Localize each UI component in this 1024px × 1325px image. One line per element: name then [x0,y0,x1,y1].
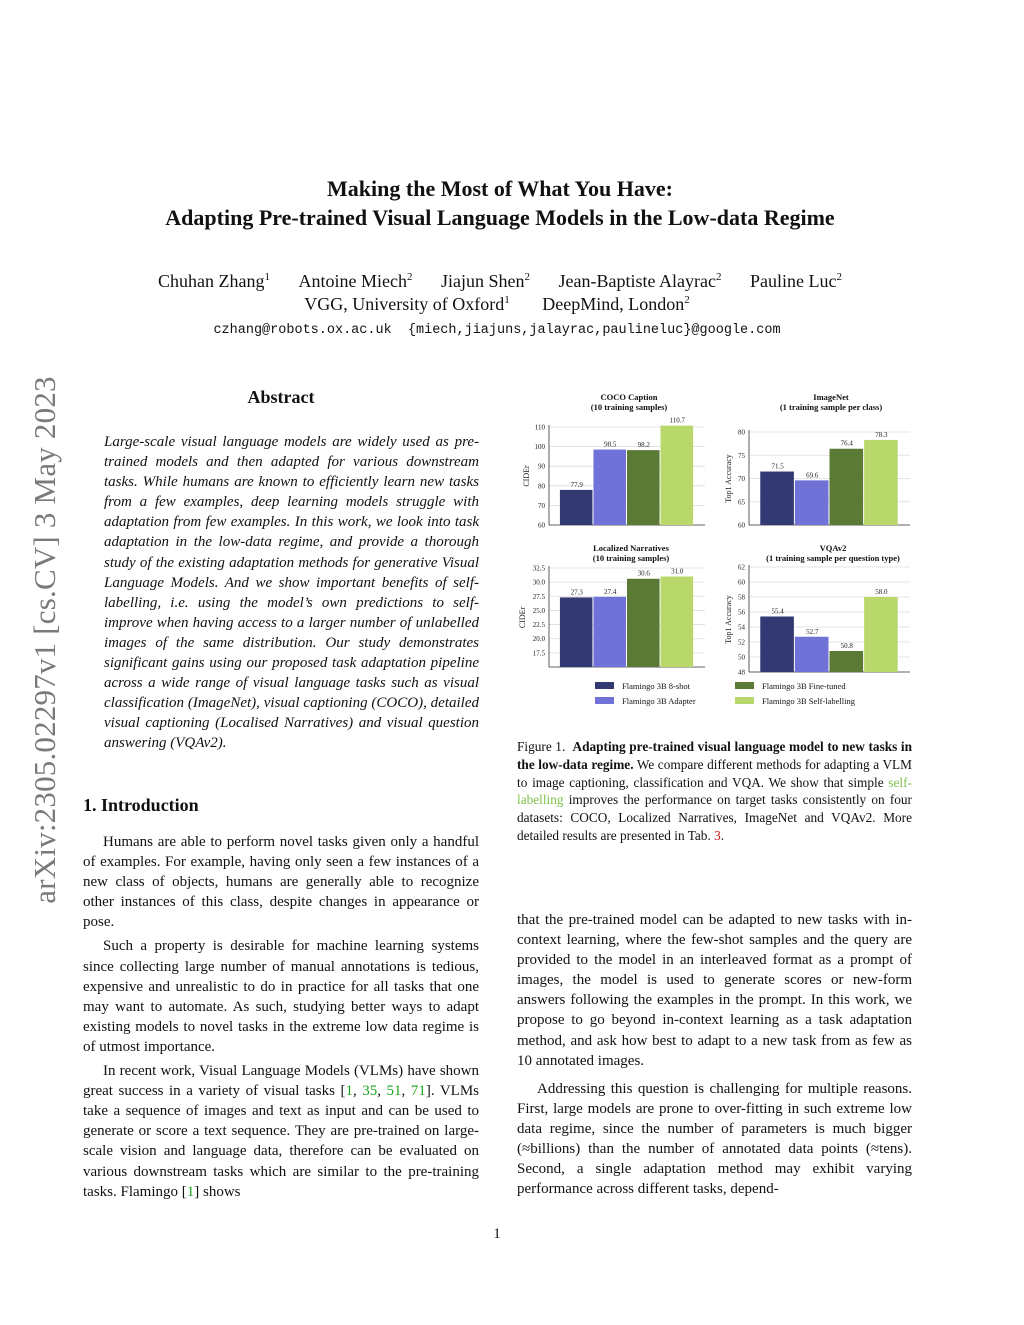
y-tick-label: 80 [738,428,745,437]
y-tick-label: 32.5 [532,564,545,573]
legend-label: Flamingo 3B 8-shot [622,681,691,691]
chart-subtitle: (1 training sample per question type) [766,553,900,563]
chart-subtitle: (1 training sample per class) [779,402,883,412]
table-reference-link[interactable]: 3 [714,827,721,843]
paper-title-line2: Adapting Pre-trained Visual Language Models in the Low-data Regime [165,205,835,230]
citation-link[interactable]: 51 [386,1083,402,1100]
bar-1-4 [661,426,694,525]
bar-2-1 [760,472,794,525]
bar-1-2 [593,450,626,525]
bar-value-label: 110.7 [669,416,686,425]
bar-value-label: 50.8 [840,642,853,650]
chart-title: VQAv2 [819,543,847,553]
y-tick-label: 60 [738,521,745,530]
affiliation: VGG, University of Oxford$^1$ [304,294,510,314]
bar-value-label: 98.2 [637,441,650,450]
y-axis-label: CIDEr [518,606,527,629]
bar-2-2 [795,480,829,525]
bar-3-1 [560,597,593,667]
y-tick-label: 65 [738,498,745,507]
abstract-heading: Abstract [247,387,315,407]
bar-value-label: 78.3 [875,430,888,439]
y-tick-label: 54 [738,623,745,632]
author-list [0,271,1000,292]
y-tick-label: 70 [738,475,745,483]
y-tick-label: 60 [538,521,545,530]
y-tick-label: 70 [538,501,545,510]
paper-title-line1: Making the Most of What You Have: [327,176,673,201]
section-heading-introduction: 1. Introduction [83,795,199,815]
bar-value-label: 27.3 [570,588,583,597]
legend-swatch [595,697,614,704]
bar-3-4 [661,576,694,667]
y-tick-label: 50 [738,653,745,662]
bar-value-label: 58.0 [875,588,888,596]
right-column-body [517,910,912,1199]
bar-3-2 [593,597,626,667]
bar-4-1 [760,617,794,673]
y-tick-label: 56 [738,608,745,617]
author: Jean-Baptiste Alayrac$^2$ [558,271,722,291]
author: Jiajun Shen$^2$ [441,271,531,291]
y-tick-label: 17.5 [532,649,545,658]
y-tick-label: 52 [738,638,745,647]
bar-4-3 [830,651,864,672]
bar-value-label: 69.6 [806,471,819,480]
y-tick-label: 75 [738,451,745,460]
paragraph: Humans are able to perform novel tasks given only a handful of examples. For example, having only seen a few instances of a new class of objects, humans are generally able to recognize other instances of this class, despite changes in appearance or pose. [83,834,479,931]
y-tick-label: 30.0 [532,578,545,587]
bar-1-3 [627,450,660,525]
bar-4-4 [864,597,898,672]
bar-value-label: 98.5 [604,440,617,449]
bar-value-label: 27.4 [604,587,617,596]
bar-value-label: 76.4 [840,439,853,448]
legend-label: Flamingo 3B Adapter [622,696,696,706]
chart-title: ImageNet [813,392,849,402]
citation-link[interactable]: 1 [186,1183,195,1200]
bar-4-2 [795,637,829,672]
legend-label: Flamingo 3B Fine-tuned [762,681,846,691]
page-number: 1 [493,1226,501,1242]
self-labelling-highlight: self-labelling [517,774,912,808]
y-tick-label: 20.0 [532,635,545,644]
author: Chuhan Zhang$^1$ [158,271,271,291]
citation-link[interactable]: 35 [362,1083,378,1100]
y-tick-label: 100 [534,443,545,452]
bar-value-label: 30.6 [637,569,650,578]
author: Pauline Luc$^2$ [749,271,842,291]
chart-subtitle: (10 training samples) [590,402,668,412]
paragraph: In recent work, Visual Language Models (VLMs) have shown great success in a variety of visual tasks [1, 35, 51, 71]. VLMs take a sequence of images and text as input and can be used to generate or score a text sequence. They are pre-trained on large-scale vision and language data, therefore can be evaluated on various downstream tasks which are similar to the pre-training tasks. Flamingo [1] shows [83,1063,479,1200]
figure-1-caption: Figure 1. Adapting pre-trained visual language model to new tasks in the low-data regime. We compare different methods for adapting a VLM to image captioning, classification and VQA. We show that simple self-labelling improves the performance on target tasks consistently on four datasets: COCO, Localized Narratives, ImageNet and VQAv2. More detailed results are presented in Tab. 3. [517,739,913,843]
y-tick-label: 48 [738,668,745,677]
y-tick-label: 27.5 [532,592,545,601]
bar-2-3 [830,449,864,525]
author: Antoine Miech$^2$ [298,271,413,291]
paragraph: that the pre-trained model can be adapted to new tasks with in-context learning, where the few-shot samples and the query are provided to the model in an interleaved format as a prompt of images, the model is used to generate scores or new-form answers following the examples in the prompt. In this work, we propose to go beyond in-context learning as a task adaptation method, and ask how best to adapt to a new task from as few as 10 annotated images. [517,912,912,1069]
arxiv-identifier: arXiv:2305.02297v1 [cs.CV] 3 May 2023 [27,376,62,904]
chart-title: Localized Narratives [593,543,669,553]
bar-value-label: 55.4 [771,607,784,616]
author-emails: czhang@robots.ox.ac.uk {miech,jiajuns,jalayrac,paulineluc}@google.com [213,323,781,338]
figure-1-charts [509,387,920,717]
bar-2-4 [864,440,898,525]
y-tick-label: 90 [538,462,545,471]
y-tick-label: 25.0 [532,606,545,615]
y-tick-label: 60 [738,578,745,587]
citation-link[interactable]: 1 [345,1083,353,1100]
y-axis-label: CIDEr [522,465,531,487]
bar-value-label: 52.7 [806,627,819,636]
abstract-text: Large-scale visual language models are widely used as pre-trained models and then adapted for various downstream tasks. While humans are known to efficiently learn new tasks from a few examples, deep learning models struggle with adaptation from few examples. In this work, we look into task adaptation in the low-data regime, and provide a thorough study of the existing adaptation methods for generative Visual Language Models. And we show important benefits of self-labelling, i.e. using the model’s own predictions to self-improve when having access to a larger number of unlabelled images of the same distribution. Our study demonstrates significant gains using our proposed task adaptation pipeline across a wide range of visual language tasks such as visual classification (ImageNet), visual captioning (COCO), detailed visual captioning (Localised Narratives) and visual question answering (VQAv2). [104,434,479,752]
y-tick-label: 58 [738,593,745,602]
affiliation-list [0,294,994,315]
bar-3-3 [627,579,660,667]
y-axis-label: Top1 Accuracy [724,595,733,644]
y-tick-label: 22.5 [532,621,545,630]
legend-swatch [595,682,614,689]
y-tick-label: 62 [738,563,745,572]
legend-swatch [735,682,754,689]
paragraph: Addressing this question is challenging for multiple reasons. First, large models are prone to over-fitting in such extreme low data regime, since the number of parameters is much bigger (≈billions) than the number of annotated data points (≈tens). Second, a single adaptation method may exhibit varying performance across different tasks, depend- [517,1080,912,1198]
y-axis-label: Top1 Accuracy [724,454,733,503]
legend-label: Flamingo 3B Self-labelling [762,696,856,706]
bar-value-label: 31.0 [671,567,684,576]
bar-value-label: 77.9 [570,480,583,489]
chart-subtitle: (10 training samples) [592,553,670,563]
chart-title: COCO Caption [600,392,658,402]
bar-1-1 [560,490,593,525]
citation-link[interactable]: 71 [410,1083,426,1100]
paragraph: Such a property is desirable for machine learning systems since collecting large number of manual annotations is tedious, expensive and unrealistic to do in practice for all tasks that one may want to automate. As such, studying better ways to adapt existing models to novel tasks in the extreme low data regime is of utmost importance. [83,938,479,1055]
affiliation: DeepMind, London$^2$ [542,294,690,314]
y-tick-label: 110 [534,423,545,432]
y-tick-label: 80 [538,482,545,491]
bar-value-label: 71.5 [771,462,784,471]
legend-swatch [735,697,754,704]
left-column-body [83,832,479,1202]
